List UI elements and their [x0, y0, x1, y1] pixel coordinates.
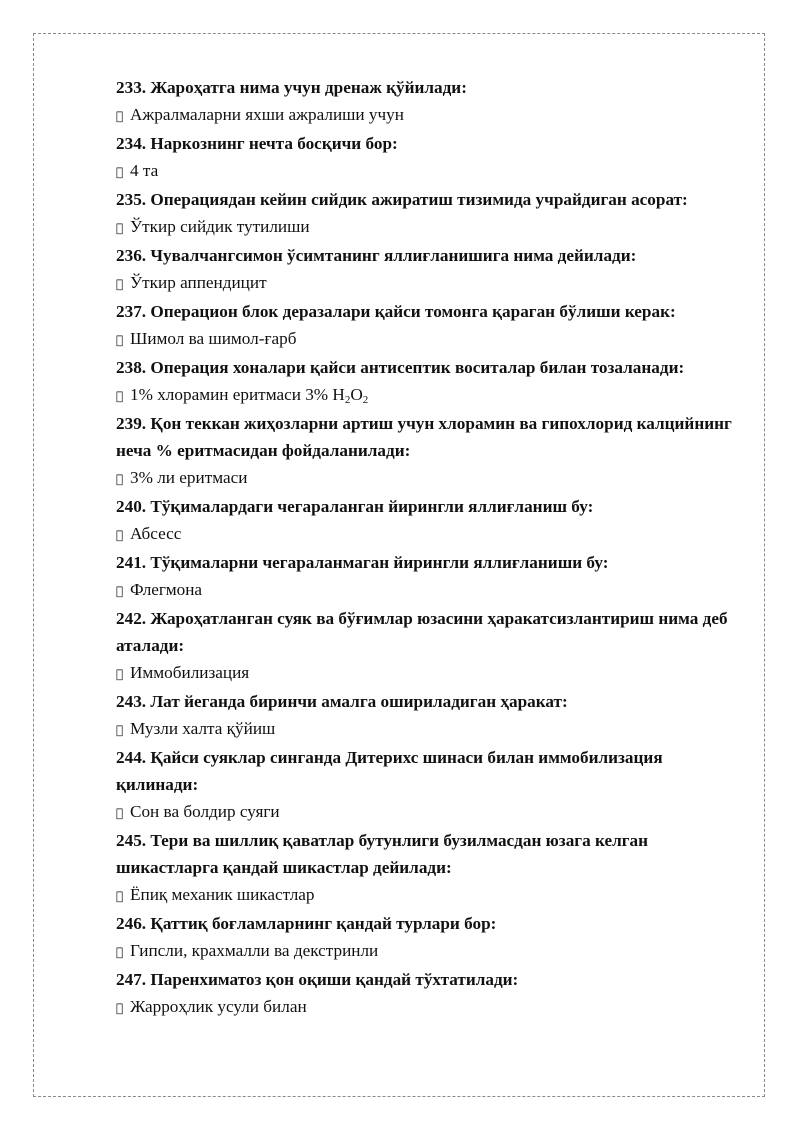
checkbox-marker-icon: [116, 578, 130, 605]
answer-237: Шимол ва шимол-ғарб: [116, 325, 746, 354]
answer-234: 4 та: [116, 157, 746, 186]
answer-243: Музли халта қўйиш: [116, 715, 746, 744]
checkbox-marker-icon: [116, 103, 130, 130]
checkbox-marker-icon: [116, 883, 130, 910]
question-236: 236. Чувалчангсимон ўсимтанинг яллиғланишига нима дейилади:: [116, 240, 637, 259]
answer-242: Иммобилизация: [116, 659, 746, 688]
checkbox-marker-icon: [116, 271, 130, 298]
answer-238: 1% хлорамин еритмаси 3% $H_2O_2$: [116, 381, 746, 410]
answer-239: 3% ли еритмаси: [116, 464, 746, 493]
checkbox-marker-icon: [116, 661, 130, 688]
question-240: 240. Тўқималардаги чегараланган йирингли яллиғланиш бу:: [116, 483, 594, 502]
question-242: 242. Жароҳатланган суяк ва бўғимлар юзасини ҳаракатсизлантириш нима деб аталади:: [116, 591, 728, 637]
question-239: 239. Қон теккан жиҳозларни артиш учун хлорамин ва гипохлорид калцийнинг неча % еритмасидан фойдаланилади:: [116, 402, 732, 448]
checkbox-marker-icon: [116, 522, 130, 549]
answer-235: Ўткир сийдик тутилиши: [116, 213, 746, 242]
answer-245: Ёпиқ механик шикастлар: [116, 881, 746, 910]
question-233: 233. Жароҳатга нима учун дренаж қўйилади:: [116, 78, 467, 97]
answer-240: Абсесс: [116, 520, 746, 549]
checkbox-marker-icon: [116, 800, 130, 827]
answer-246: Гипсли, крахмалли ва декстринли: [116, 937, 746, 966]
question-234: 234. Наркознинг нечта босқичи бор:: [116, 132, 398, 151]
question-245: 245. Тери ва шиллиқ қаватлар бутунлиги бузилмасдан юзага келган шикастларга қандай шикастлар дейилади:: [116, 807, 649, 853]
answer-247: Жарроҳлик усули билан: [116, 993, 746, 1022]
question-241: 241. Тўқималарни чегараланмаган йирингли яллиғланиши бу:: [116, 537, 609, 556]
qa-list: [116, 74, 746, 1022]
checkbox-marker-icon: [116, 383, 130, 410]
question-235: 235. Операциядан кейин сийдик ажиратиш тизимида учрайдиган асорат:: [116, 186, 688, 205]
question-247: 247. Паренхиматоз қон оқиши қандай тўхтатилади:: [116, 942, 519, 961]
checkbox-marker-icon: [116, 327, 130, 354]
answer-236: Ўткир аппендицит: [116, 269, 746, 298]
checkbox-marker-icon: [116, 995, 130, 1022]
answer-244: Сон ва болдир суяги: [116, 798, 746, 827]
checkbox-marker-icon: [116, 466, 130, 493]
chemical-formula: $H_2O_2$: [332, 375, 369, 396]
question-243: 243. Лат йеганда биринчи амалга ошириладиган ҳаракат:: [116, 672, 568, 691]
question-244: 244. Қайси суяклар синганда Дитерихс шинаси билан иммобилизация қилинади:: [116, 726, 663, 772]
question-238: 238. Операция хоналари қайси антисептик воситалар билан тозаланади:: [116, 348, 685, 367]
checkbox-marker-icon: [116, 939, 130, 966]
checkbox-marker-icon: [116, 717, 130, 744]
checkbox-marker-icon: [116, 215, 130, 242]
checkbox-marker-icon: [116, 159, 130, 186]
question-237: 237. Операцион блок деразалари қайси томонга қараган бўлиши керак:: [116, 294, 676, 313]
answer-233: Ажралмаларни яхши ажралиши учун: [116, 101, 746, 130]
question-246: 246. Қаттиқ боғламларнинг қандай турлари бор:: [116, 888, 497, 907]
answer-241: Флегмона: [116, 576, 746, 605]
